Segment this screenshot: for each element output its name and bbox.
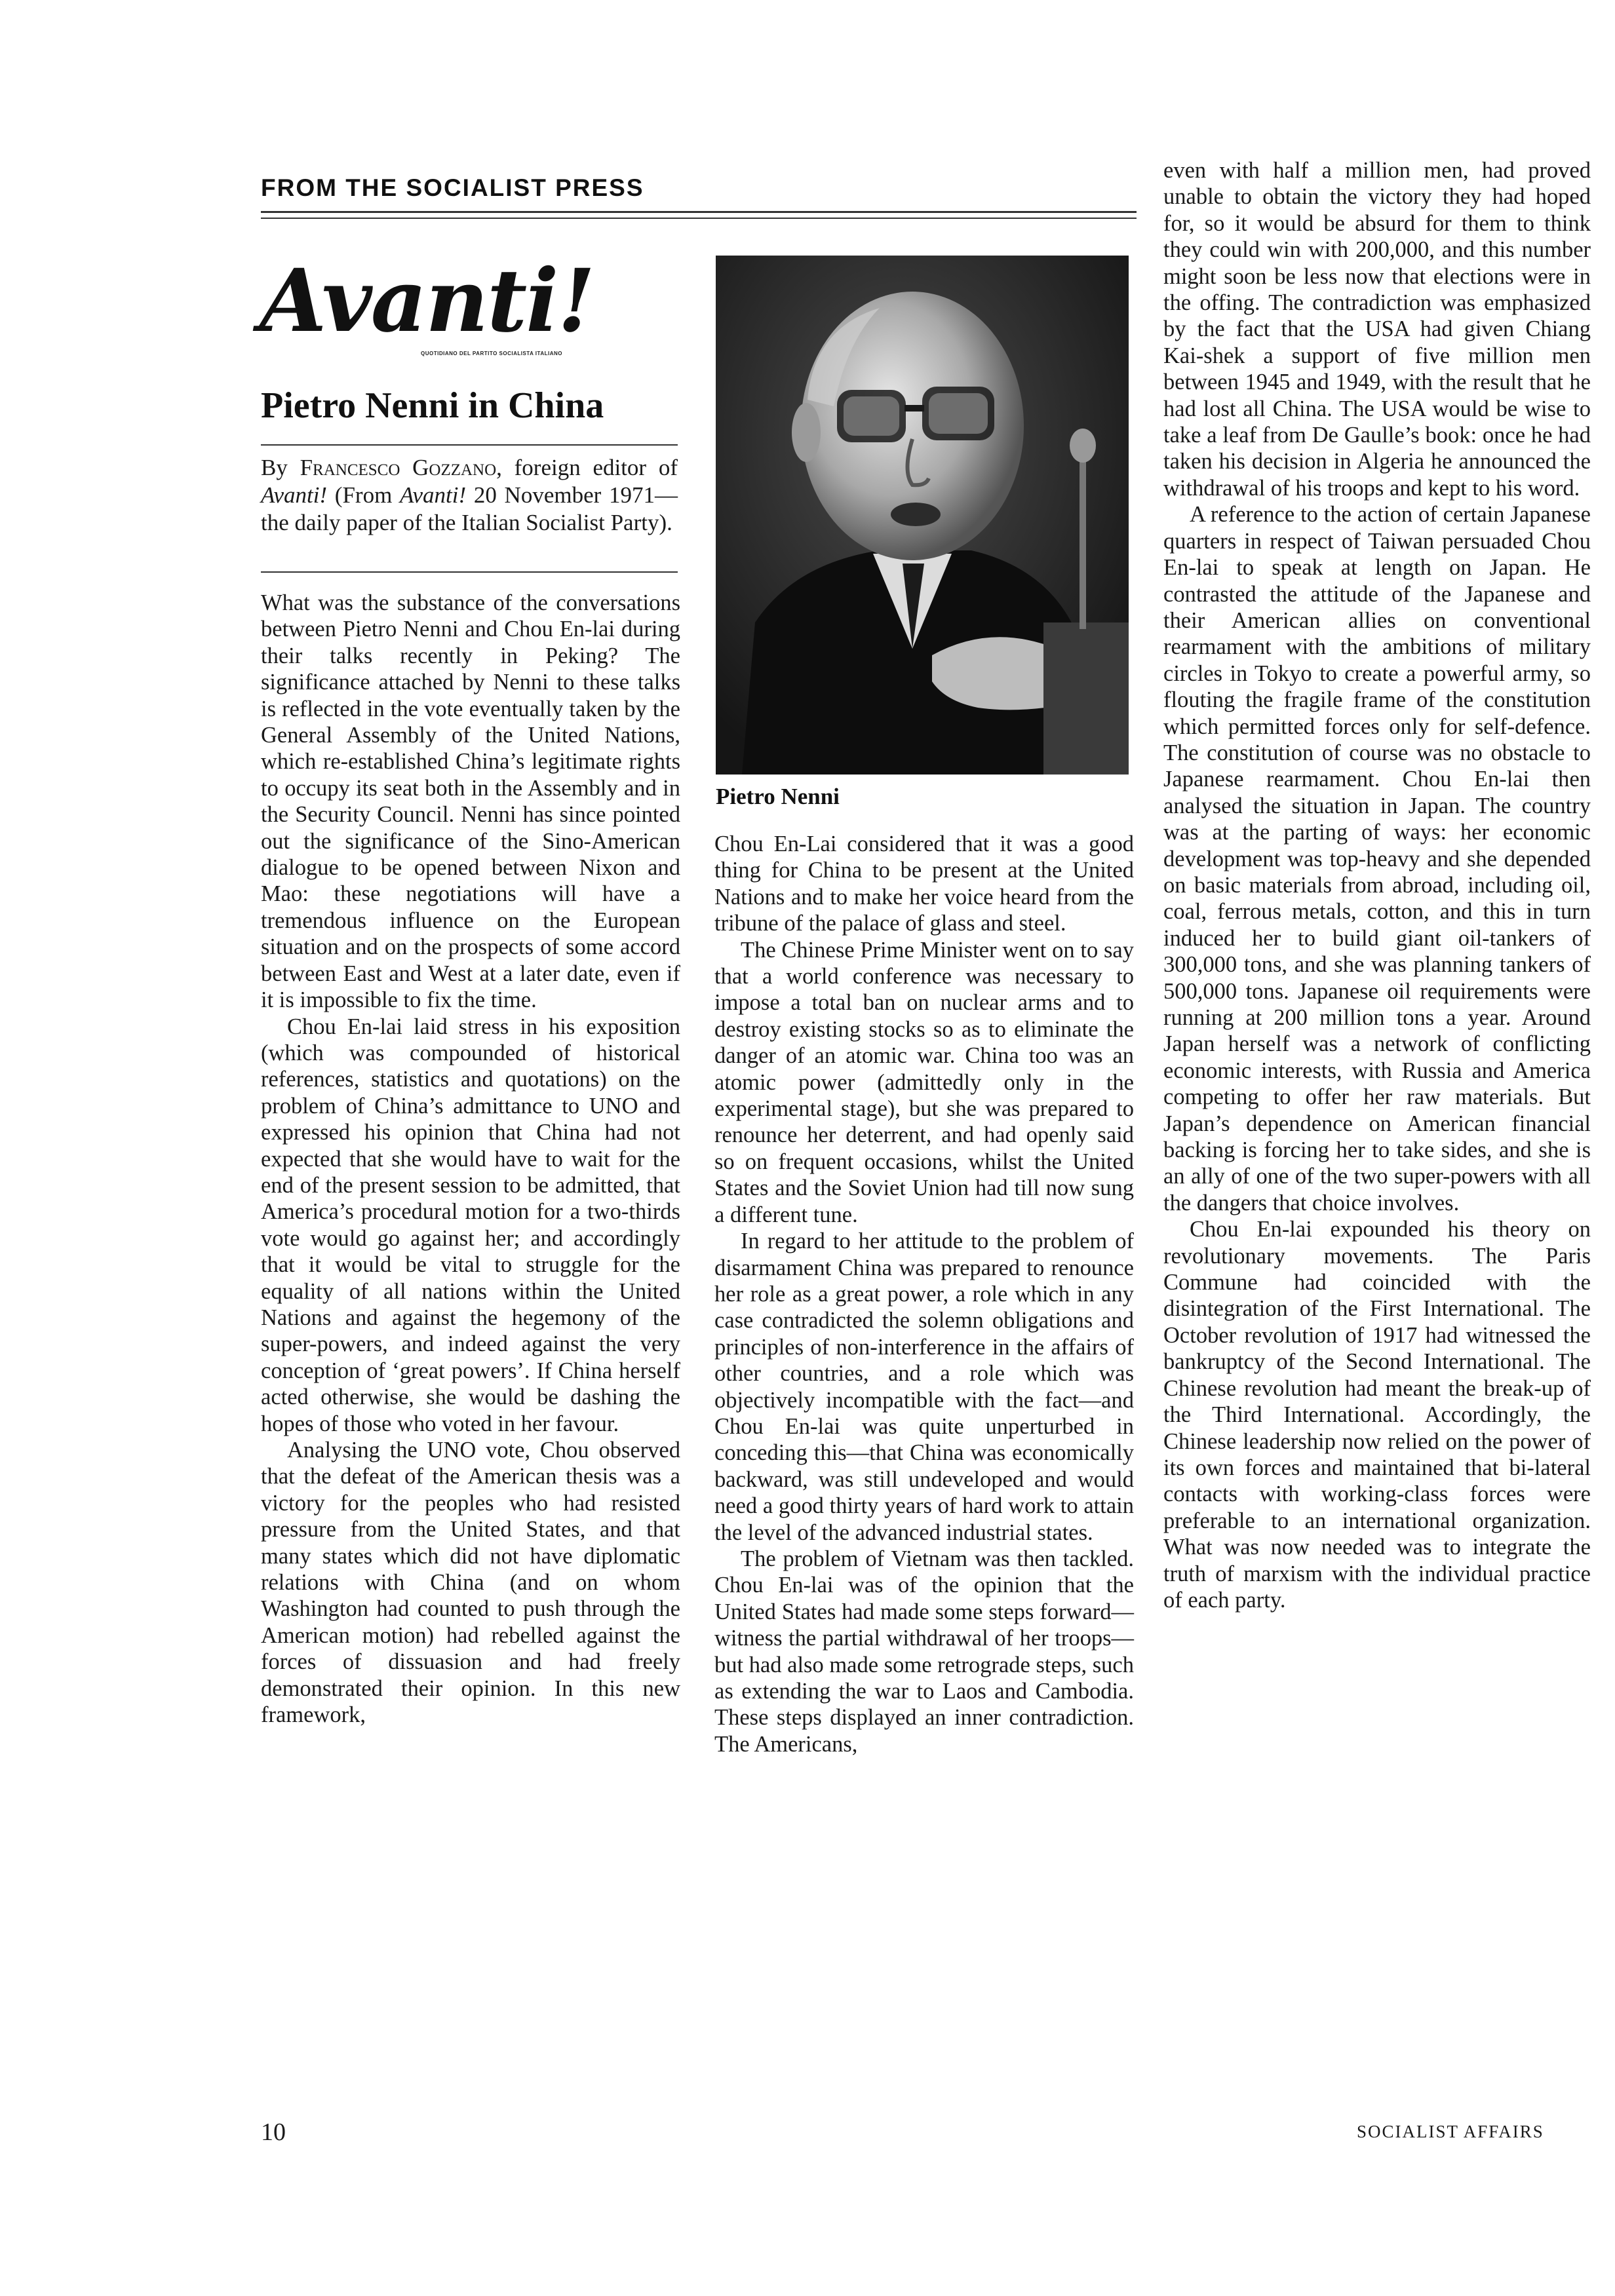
article-column-3 [1163,157,1591,1613]
paragraph: In regard to her attitude to the problem of disarmament China was prepared to renounce her role as a great power, a role which in any case contradicted the solemn obligations and principles of non-interference in the affairs of other countries, and a role which was objectively incompatible with the fact—and Chou En-lai was quite unperturbed in conceding this—that China was economically backward, was still undeveloped and would need a good thirty years of hard work to attain the level of the advanced industrial states. [714,1229,1134,1545]
paragraph: The problem of Vietnam was then tackled. Chou En-lai was of the opinion that the United States had made some steps forward—witness the partial withdrawal of her troops—but had also made some retrograde steps, such as extending the war to Laos and Cambodia. These steps displayed an inner contradiction. The Americans, [714,1546,1134,1757]
paragraph: The Chinese Prime Minister went on to say that a world conference was necessary to impose a total ban on nuclear arms and to destroy existing stocks so as to eliminate the danger of an atomic war. China too was an atomic power (admittedly only in the experimental stage), but she was prepared to renounce her deterrent, and had openly said so on frequent occasions, whilst the United States and the Soviet Union had till now sung a different tune. [714,937,1134,1227]
header-rule-2 [261,218,1137,219]
headline-rule [261,444,678,446]
author-name: Francesco Gozzano [300,455,497,480]
photo-caption: Pietro Nenni [716,784,840,809]
portrait-illustration [716,256,1129,775]
avanti-masthead: Avanti! [260,250,594,352]
paragraph: Chou En-lai expounded his theory on revolutionary movements. The Paris Commune had coincided with the disintegration of the First International. The October revolution of 1917 had witnessed the bankruptcy of the Second International. The Chinese revolution had meant the break-up of the Third International. Accordingly, the Chinese leadership now relied on the power of its own forces and maintained that bi-lateral contacts with working-class forces were preferable to an international organization. What was now needed was to integrate the truth of marxism with the individual practice of each party. [1163,1217,1591,1613]
article-headline: Pietro Nenni in China [261,385,604,426]
byline-rule [261,571,678,573]
article-column-1 [261,590,680,1728]
masthead-subtitle: QUOTIDIANO DEL PARTITO SOCIALISTA ITALIANO [421,351,562,356]
article-byline: By Francesco Gozzano, foreign editor of Avanti! (From Avanti! 20 November 1971—the daily paper of the Italian Socialist Party). [261,455,678,535]
article-column-2 [714,831,1134,1757]
paragraph: even with half a million men, had proved unable to obtain the victory they had hoped for, so it would be absurd for them to think they could win with 200,000, and this number might soon be less now that elections were in the offing. The contradiction was emphasized by the fact that the USA had given Chiang Kai-shek a support of five million men between 1945 and 1949, with the result that he had lost all China. The USA would be wise to take a leaf from De Gaulle’s book: once he had taken his decision in Algeria he announced the withdrawal of his troops and kept to his word. [1163,158,1591,501]
paragraph: What was the substance of the conversations between Pietro Nenni and Chou En-lai during their talks recently in Peking? The significance attached by Nenni to these talks is reflected in the vote eventually taken by the General Assembly of the United Nations, which re-established China’s legitimate rights to occupy its seat both in the Assembly and in the Security Council. Nenni has since pointed out the significance of the Sino-American dialogue to be opened between Nixon and Mao: these negotiations will have a tremendous influence on the European situation and on the prospects of some accord between East and West at a later date, even if it is impossible to fix the time. [261,590,680,1013]
header-rule [261,211,1137,213]
page-number: 10 [261,2118,286,2146]
publication-name: SOCIALIST AFFAIRS [1357,2122,1544,2141]
paragraph: A reference to the action of certain Japanese quarters in respect of Taiwan persuaded Chou En-lai to speak at length on Japan. He contrasted the attitude of the Japanese and their American allies on conventional rearmament with the ambitions of military circles in Tokyo to create a powerful army, so flouting the fragile frame of the constitution which permitted forces only for self-defence. The constitution of course was no obstacle to Japanese rearmament. Chou En-lai then analysed the situation in Japan. The country was at the parting of ways: her economic development was top-heavy and she depended on basic materials from abroad, including oil, coal, ferrous metals, cotton, and this in turn induced her to build giant oil-tankers of 300,000 tons, and she was planning tankers of 500,000 tons. Japanese oil requirements were running at 200 million tons a year. Around Japan herself was a network of conflicting economic interests, with Russia and America competing to offer her raw materials. But Japan’s dependence on American financial backing is forcing her to take sides, and she is an ally of one of the two super-powers with all the dangers that choice involves. [1163,502,1591,1215]
paragraph: Chou En-lai laid stress in his exposition (which was compounded of historical references, statistics and quotations) on the problem of China’s admittance to UNO and expressed his opinion that China had not expected that she would have to wait for the end of the present session to be admitted, that America’s procedural motion for a two-thirds vote would go against her; and accordingly that it would be vital to struggle for the equality of all nations within the United Nations and against the hegemony of the super-powers, and indeed against the very conception of ‘great powers’. If China herself acted otherwise, she would be dashing the hopes of those who voted in her favour. [261,1014,680,1436]
section-label: FROM THE SOCIALIST PRESS [261,174,644,201]
pietro-nenni-photo [716,256,1129,775]
paragraph: Chou En-Lai considered that it was a good thing for China to be present at the United Nations and to make her voice heard from the tribune of the palace of glass and steel. [714,832,1134,936]
paragraph: Analysing the UNO vote, Chou observed that the defeat of the American thesis was a victory for the peoples who had resisted pressure from the United States, and that many states which did not have diplomatic relations with China (and on whom Washington had counted to push through the American motion) had rebelled against the forces of dissuasion and had freely demonstrated their opinion. In this new framework, [261,1438,680,1728]
